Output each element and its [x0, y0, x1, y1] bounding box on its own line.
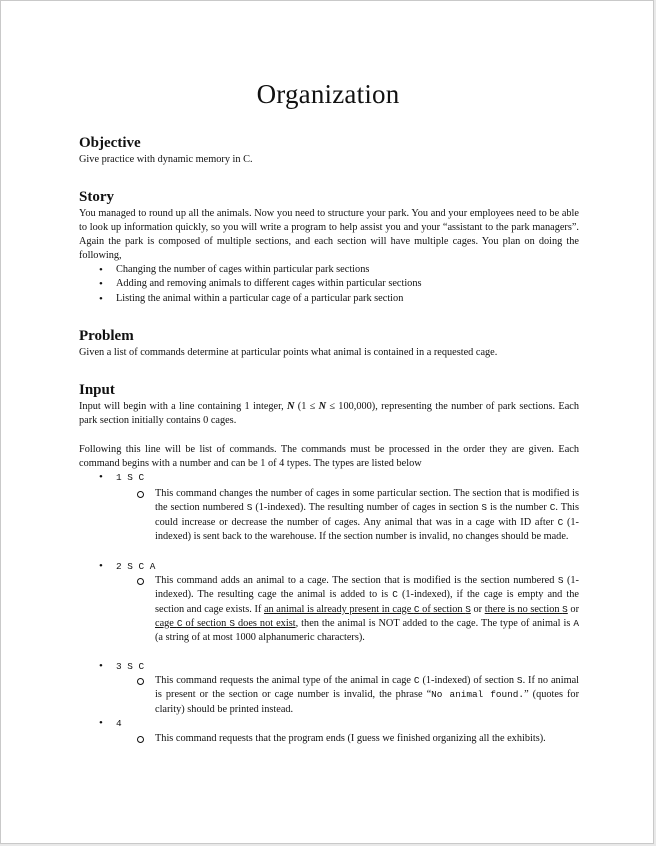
objective-heading: Objective: [79, 135, 141, 151]
story-bullet-list: [79, 263, 579, 306]
story-heading: Story: [79, 189, 114, 205]
story-text: You managed to round up all the animals. Now you need to structure your park. You and your employees need to be able to look up information quickly, so you will write a program to help assist you and your “assistant to the park managers”. Again the park is composed of multiple sections, and each section will have multiple cages. You plan on doing the following,: [79, 208, 579, 262]
command-code: 4: [116, 718, 122, 729]
bullet-icon: •: [99, 717, 103, 729]
input-paragraph-2: Following this line will be list of commands. The commands must be processed in the order they are given. Each command begins with a number and can be 1 of 4 types. The types are listed below: [79, 444, 579, 470]
bullet-icon: •: [99, 560, 103, 572]
command-code: 1 S C: [116, 472, 145, 483]
circle-bullet-icon: [137, 491, 144, 498]
objective-text: Give practice with dynamic memory in C.: [79, 154, 253, 165]
page-title: Organization: [256, 79, 400, 109]
input-paragraph-1: Input will begin with a line containing 1 integer, N (1 ≤ N ≤ 100,000), representing the number of park sections. Each park section initially contains 0 cages.: [79, 401, 580, 427]
command-code: 2 S C A: [116, 561, 156, 572]
input-heading: Input: [79, 382, 115, 398]
problem-heading: Problem: [79, 328, 134, 344]
list-item: • Adding and removing animals to different cages within particular sections: [79, 277, 579, 291]
circle-bullet-icon: [137, 736, 144, 743]
bullet-icon: •: [99, 660, 103, 672]
command-code: 3 S C: [116, 661, 145, 672]
list-item: • Changing the number of cages within particular park sections: [79, 263, 579, 277]
circle-bullet-icon: [137, 678, 144, 685]
document-page: Organization Objective Give practice with dynamic memory in C. Story You managed to round up all the animals. Now you need to structure your park. You and your employees need to be able to look up information quickly, so you will write a program to help assist you and your “assistant to the park managers”. Again the park is composed of multiple sections, and each section will have multiple cages. You plan on doing the following, • Changing the number of cages within particular park sections • Adding and removing animals to different cages within particular sections • Listing the animal within a particular cage of a particular park section Problem Given a list of commands determine at particular points what animal is contained in a requested cage. Input Input will begin with a line containing 1 integer, N (1 ≤ N ≤ 100,000), representing the number of park sections. Each park section initially contains 0 cages. Following this line will be list of commands. The commands must be processed in the order they are given. Each command begins with a number and can be 1 of 4 types. The types are listed below • 1 S C This command changes the number of cages in some particular section. The section that is modified is the section numbered S (1-indexed). The resulting number of cages in section S is the number C. This could increase or decrease the number of cages. Any animal that was in a cage with ID after C (1-indexed) is sent back to the warehouse. If the section number is invalid, no changes should be made. • 2 S C A This command adds an animal to a cage. The section that is modified is the section numbered S (1-indexed). The resulting cage the animal is added to is C (1-indexed), if the cage is empty and the section and cage exists. If an animal is already present in cage C of section S or there is no section S or cage C of section S does not exist, then the animal is NOT added to the cage. The type of animal is A (a string of at most 1000 alphanumeric characters). • 3 S C This command requests the animal type of the animal in cage C (1-indexed) of section S. If no animal is present or the section or cage number is invalid, the phrase “No animal found.” (quotes for clarity) should be printed instead. • 4 This command requests that the program ends (I guess we finished organizing all the exhibits).: [0, 0, 654, 844]
problem-text: Given a list of commands determine at particular points what animal is contained in a requested cage.: [79, 347, 498, 358]
list-item: • Listing the animal within a particular cage of a particular park section: [79, 292, 579, 306]
bullet-icon: •: [99, 471, 103, 483]
circle-bullet-icon: [137, 578, 144, 585]
